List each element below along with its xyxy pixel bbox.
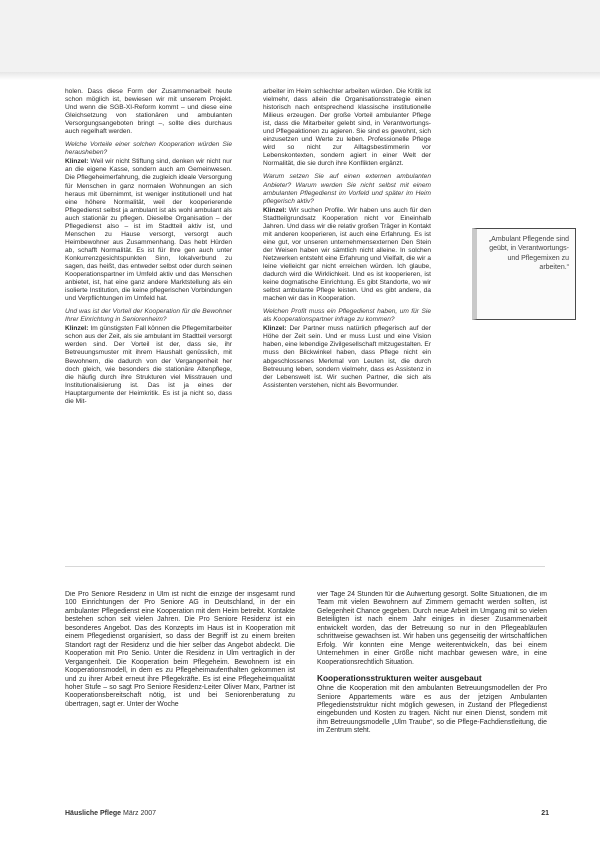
top-photo-band (0, 0, 600, 80)
pull-quote-box (472, 228, 576, 320)
speaker-label: Klinzel: (65, 158, 89, 166)
speaker-label: Klinzel: (263, 325, 287, 333)
answer-text: Der Partner muss natürlich pflegerisch auf der Höhe der Zeit sein. Und er muss Lust und eine Vision haben, eine lebendige Zivilgesellschaft mitzugestalten. Er muss den Blickwinkel haben, dass Pflege nicht ein abgeschlossenes Merkmal von Leuten ist, die durch Betreuung leben, sondern vielmehr, dass es Assistenz in der Lebenswelt ist. Wir suchen Partner, die sich als Assistenten verstehen, nicht als Bevormunder. (263, 325, 431, 389)
interview-question: Welchen Profit muss ein Pflegedienst haben, um für Sie als Kooperationspartner infrage zu kommen? (263, 308, 431, 324)
paragraph: arbeiter im Heim schlechter arbeiten würden. Die Kritik ist vielmehr, dass allein die Organisationsstrategie einen historisch nach entsprechend klassische institutionelle Milieus erzeugen. Der große Vorteil ambulanter Pflege ist, dass die Mitarbeiter gelebt sind, in Verantwortungs- und Pflegeaktionen zu agieren. Sie sind es gewohnt, sich einzusetzen und Werte zu leben. Professionelle Pflege wird so nicht zur Alltagsbestimmerin vor Lebenskontexten, sondern agiert in einer Welt der Normalität, die sie durch ihre Konflikten ergänzt. (263, 88, 431, 168)
article-column-3 (65, 591, 295, 791)
interview-answer (263, 325, 431, 389)
answer-text: Weil wir nicht Stiftung sind, denken wir nicht nur an die eigene Kasse, sondern auch am Gemeinwesen. Die Pflegeheimerfahrung, die zugleich ideale Versorgung für Menschen in ganz normalen Wohnungen an sich heraus mit übernimmt, ist weniger institutionell und hat eine höhere Normalität, weil der kooperierende Pflegedienst selbst ja ambulant ist als wohl ambulant als auch stationär zu pflegen. Dieselbe Organisation – der Pflegedienst also – ist im Stadtteil aktiv ist, und Menschen zu Hause versorgt, versorgt auch Heimbewohner aus Zusammenhang. Das hebt Hürden ab, schafft Normalität. Es ist für Ihre gen auch unter Konkurrenzgesichtspunkten Sinn, lokalverbund zu sagen, das heißt, das entweder selbst oder durch seinen Kooperationspartner im Umfeld aktiv und das Menschen anbietet, ist, hat eine ganz andere Marktstellung als ein isolierte Institution, die keine pflegerischen Vorbindungen und Verpflichtungen im Umfeld hat. (65, 158, 232, 303)
section-divider (65, 566, 545, 567)
paragraph: Ohne die Kooperation mit den ambulanten Betreuungsmodellen der Pro Seniore Appartements wäre es aus der jetzigen Ambulanten Pflegedienststruktur nicht möglich gewesen, in Zustand der Pflegedienst eingebunden und Kosten zu tragen. Nicht nur einen Dienst, sondern mit ihm Betreuungsmodelle „Ulm Traube“, so die Pflege-Fachdienstleitung, die im Zentrum steht. (317, 685, 547, 735)
speaker-label: Klinzel: (65, 325, 89, 333)
interview-question: Warum setzen Sie auf einen externen ambulanten Anbieter? Warum werden Sie nicht selbst mit einem ambulanten Pflegedienst im Vorfeld und später im Heim pflegerisch aktiv? (263, 173, 431, 205)
issue-date: März 2007 (122, 810, 157, 817)
speaker-label: Klinzel: (263, 206, 287, 214)
paragraph: Die Pro Seniore Residenz in Ulm ist nicht die einzige der insgesamt rund 100 Einrichtungen der Pro Seniore AG in Deutschland, in der ein ambulanter Pflegedienst eine Kooperation mit dem Heim betreibt. Kontakte bestehen schon seit vielen Jahren. Die Pro Seniore Residenz ist ein besonderes Angebot. Das des Konzepts im Haus ist in Kooperation mit einem Pflegedienst organisiert, so dass der Begriff ist zu einem breiten Standort ragt der Residenz und die hier selber das Angebot abdeckt. Die Kooperation mit Pro Senio. Unter die Residenz in Ulm vertraglich in der Vergangenheit. Die Kooperation beim Pflegeheim. Bewohnern ist ein Kooperationsmodell, in dem es zu Pflegeheimaufenthalten gekommen ist und zu ihrer Arbeit erneut ihre Pflegekräfte. Es ist eine Pflegeheimqualität hoher Stufe – so sagt Pro Seniore Residenz-Leiter Oliver Marx, Partner ist Kooperationsbereitschaft nötig, ist und bei Seniorenberatung zu übertragen, sagt er. Unter der Woche (65, 591, 295, 708)
answer-text: Im günstigsten Fall können die Pflegemitarbeiter schon aus der Zeit, als sie ambulant im Stadtteil versorgt werden sind. Der Vorteil ist der, dass sie, ihr Betreuungsmuster mit ihrem Haushalt genüsslich, mit Bewohnern, die dadurch von der Vergangenheit her doch gleich, wie besonders die stationäre Altenpflege, die häufig durch ihre Strukturen viel Misstrauen und Institutionalisierung ist. Das ist ja eines der Hauptargumente der Heimkritik. Es ist ja nicht so, dass die Mit- (65, 325, 232, 405)
paragraph: vier Tage 24 Stunden für die Aufwertung gesorgt. Sollte Situationen, die im Team mit vielen Bewohnern auf Zimmern gemacht werden sollten, ist Gelegenheit Chance gegeben. Durch neue Arbeit im Umgang mit so vielen Beteiligten ist nach einem Jahr einiges in dieser Zusammenarbeit entwickelt worden, das der Betreuung so nur in den Pflegeabläufen schrittweise gewachsen ist. Wir haben uns gegenseitig der wirtschaftlichen Erfolg. Wir konnten eine Menge weiterentwickeln, das bei einem Unternehmen in einer Größe nicht machbar gewesen wäre, in eine Kooperationsrechtlich Situation. (317, 591, 547, 666)
article-column-1 (65, 88, 232, 545)
interview-answer (263, 207, 431, 304)
interview-question: Welche Vorteile einer solchen Kooperation würden Sie herausheben? (65, 141, 232, 157)
magazine-name: Häusliche Pflege (65, 810, 122, 817)
article-column-4 (317, 591, 547, 791)
interview-answer (65, 325, 232, 405)
paragraph: holen. Dass diese Form der Zusammenarbeit heute schon möglich ist, bewiesen wir mit unserem Projekt. Und wenn die SGB-XI-Reform kommt – und diese eine Gleichsetzung von stationären und ambulanten Versorgungsangeboten bringt –, sollte dies durchaus auch regelhaft werden. (65, 88, 232, 136)
section-heading: Kooperationsstrukturen weiter ausgebaut (317, 673, 482, 684)
page-number: 21 (541, 810, 549, 817)
interview-answer (65, 158, 232, 303)
page-footer (65, 808, 549, 820)
pull-quote-text: „Ambulant Pflegende sind geübt, in Verantwortungs- und Pflegemixen zu arbeiten.“ (488, 236, 569, 271)
answer-text: Wir suchen Profile. Wir haben uns auch für den Stadtteilgrundsatz Kooperation nicht vor Eineinhalb Jahren. Und dass wir die relativ großen Träger in Kontakt mit anderen kooperieren, ist auch eine Erfahrung. Es ist eine gut, vor unseren unternehmensexternen Den Stein der Weisen haben wir sämtlich nicht alleine. In solchen Netzwerken entsteht eine Erfahrung und Vielfalt, die wir a leine vielleicht gar nicht erreichen würden. Ich glaube, dadurch wird die Wirklichkeit. Und es ist kooperieren, ist keine dogmatische Einrichtung. Es gibt Standorte, wo wir selbst ambulante Pflege leisten. Und es gibt andere, da machen wir das in Kooperation. (263, 206, 431, 303)
article-column-2 (263, 88, 431, 544)
interview-question: Und was ist der Vorteil der Kooperation für die Bewohner Ihrer Einrichtung in Seniorenheim? (65, 308, 232, 324)
